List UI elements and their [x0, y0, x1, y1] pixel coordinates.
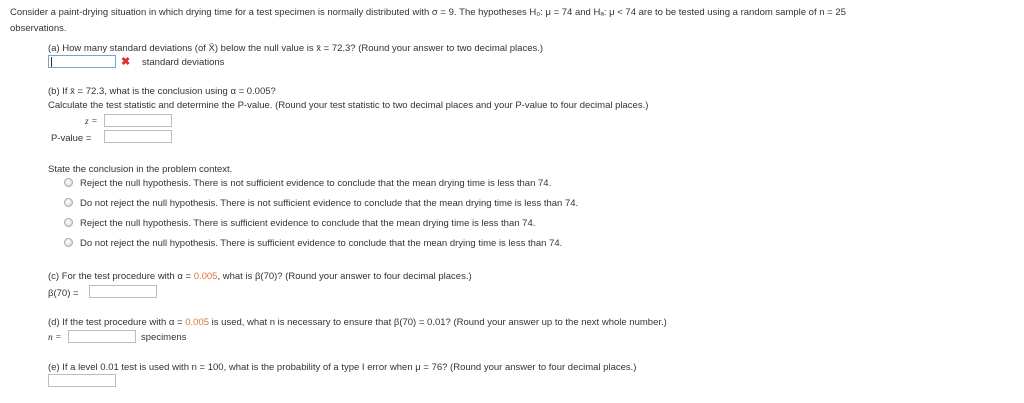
- part-a-question: (a) How many standard deviations (of X̄) below the null value is x̄ = 72.3? (Round your answer to two decimal places.): [48, 43, 544, 54]
- part-a-answer-input[interactable]: [48, 55, 116, 68]
- part-d-question-end: is used, what n is necessary to ensure that β(70) = 0.01? (Round your answer up to the next whole number.): [209, 317, 667, 328]
- part-d-unit: specimens: [141, 332, 187, 343]
- part-a-unit: standard deviations: [142, 57, 225, 68]
- option-label: Do not reject the null hypothesis. There is sufficient evidence to conclude that the mean drying time is less than 74.: [80, 238, 563, 249]
- z-input[interactable]: [104, 114, 172, 127]
- part-b-question: (b) If x̄ = 72.3, what is the conclusion using α = 0.005?: [48, 86, 276, 97]
- part-c-alpha: 0.005: [193, 271, 218, 282]
- part-c-question-start: (c) For the test procedure with α =: [48, 271, 194, 282]
- part-e-question: (e) If a level 0.01 test is used with n = 100, what is the probability of a type I error when μ = 76? (Round your answer to four decimal places.): [48, 362, 637, 373]
- z-label: z =: [85, 117, 98, 127]
- option-label: Reject the null hypothesis. There is not sufficient evidence to conclude that the mean drying time is less than 74.: [80, 178, 552, 189]
- incorrect-x-icon: ✖: [121, 56, 131, 68]
- intro-line-2: observations.: [10, 23, 67, 34]
- conclusion-prompt: State the conclusion in the problem context.: [48, 164, 233, 175]
- part-d-question: [48, 317, 667, 328]
- radio-button[interactable]: [64, 238, 73, 247]
- part-b-instruction: Calculate the test statistic and determine the P-value. (Round your test statistic to two decimal places and your P-value to four decimal places.): [48, 100, 649, 111]
- n-label: n =: [48, 333, 62, 343]
- option-label: Do not reject the null hypothesis. There is not sufficient evidence to conclude that the mean drying time is less than 74.: [80, 198, 579, 209]
- radio-button[interactable]: [64, 198, 73, 207]
- n-input[interactable]: [68, 330, 136, 343]
- p-value-label: P-value =: [51, 133, 92, 144]
- part-c-question: [48, 271, 472, 282]
- p-value-input[interactable]: [104, 130, 172, 143]
- radio-button[interactable]: [64, 178, 73, 187]
- beta-label: β(70) =: [48, 288, 79, 299]
- part-e-answer-input[interactable]: [48, 374, 116, 387]
- beta-input[interactable]: [89, 285, 157, 298]
- text-cursor: [51, 57, 52, 67]
- option-label: Reject the null hypothesis. There is sufficient evidence to conclude that the mean drying time is less than 74.: [80, 218, 536, 229]
- intro-line-1: Consider a paint-drying situation in which drying time for a test specimen is normally distributed with σ = 9. The hypotheses H₀: μ = 74 and Hₐ: μ < 74 are to be tested using a random sample of n = 25: [10, 7, 846, 18]
- part-d-alpha: 0.005: [185, 317, 210, 328]
- part-c-question-end: , what is β(70)? (Round your answer to four decimal places.): [217, 271, 472, 282]
- part-d-question-start: (d) If the test procedure with α =: [48, 317, 186, 328]
- radio-button[interactable]: [64, 218, 73, 227]
